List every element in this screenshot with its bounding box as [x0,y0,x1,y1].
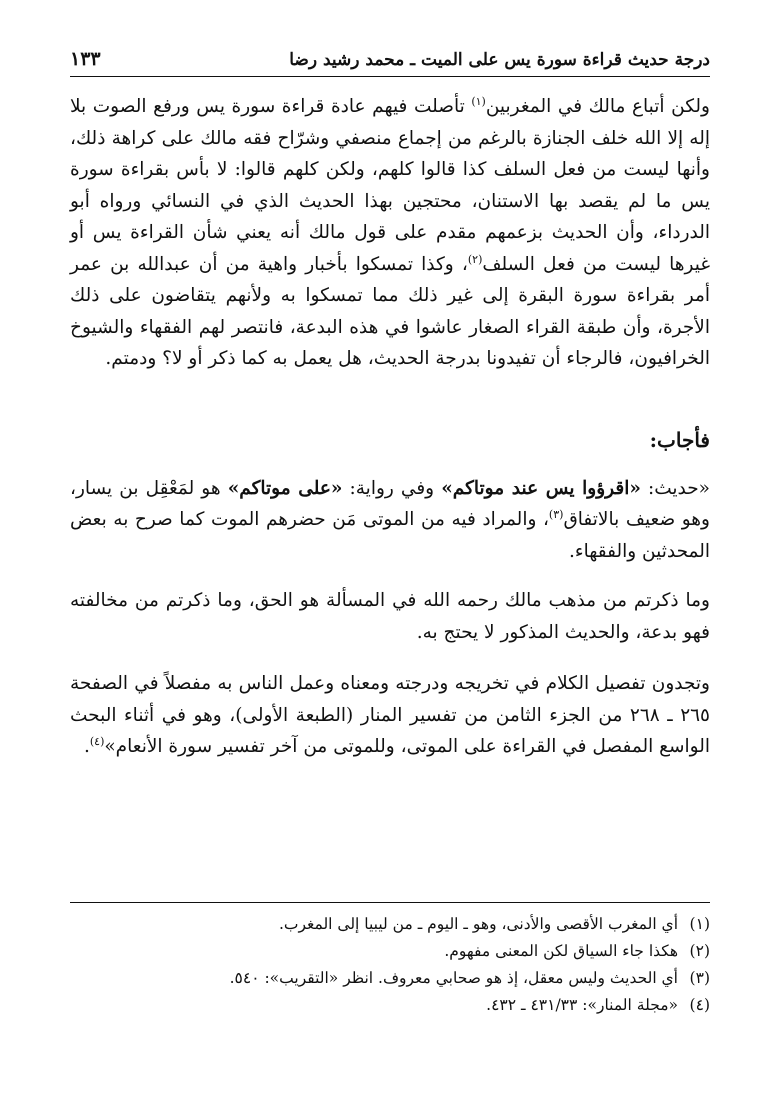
question-text-1: ولكن أتباع مالك في المغربين [485,96,710,117]
answer-p1-text-2: وفي رواية: [342,477,442,499]
answer-p3-text-2: . [83,736,90,757]
footnote-text: «مجلة المنار»: ٤٣١/٣٣ ـ ٤٣٢. [486,996,678,1014]
footnote-text: أي المغرب الأقصى والأدنى، وهو ـ اليوم ـ من ليبيا إلى المغرب. [278,915,678,933]
footnote-ref-1[interactable]: (١) [471,94,486,108]
question-paragraph [70,91,710,375]
footnotes-section [70,902,710,1019]
footnote-text: أي الحديث وليس معقل، إذ هو صحابي معروف. انظر «التقريب»: ٥٤٠. [229,969,678,987]
answer-paragraph-1 [70,473,710,568]
footnote-ref-2[interactable]: (٢) [467,252,483,266]
hadith-quote-1: «اقرؤوا يس عند موتاكم» [441,477,641,499]
footnote-item [70,992,710,1019]
footnote-ref-4[interactable]: (٤) [89,734,105,748]
book-page [70,40,711,1014]
answer-paragraph-3 [70,668,710,763]
question-text-3: ، وكذا تمسكوا بأخبار واهية من أن عبدالله بن عمر أمر بقراءة سورة البقرة إلى غير ذلك مما تمسكوا به ولأنهم يتقاضون على ذلك الأجرة، وأن طبقة القراء الصغار عاشوا في هذه البدعة، فانتصر لهم الفقهاء والشيوخ الخرافيون، فالرجاء أن تفيدونا بدرجة الحديث، هل يعمل به كما ذكر أو لا؟ ودمتم. [70,253,710,369]
answer-heading: فأجاب: [649,427,710,452]
answer-p1-text-3: هو لمَعْقِل بن يسار، وهو ضعيف بالاتفاق [70,477,710,530]
footnote-item [70,911,710,938]
hadith-quote-2: «على موتاكم» [227,477,343,499]
footnote-marker: (٢) [689,942,710,960]
running-header [70,40,710,77]
page-number: ١٣٣ [70,48,101,70]
answer-p1-text-1: «حديث: [640,477,711,499]
question-text-2: تأصلت فيهم عادة قراءة سورة يس ورفع الصوت بلا إله إلا الله خلف الجنازة بالرغم من إجماع منصفي وشرّاح فقه مالك على كراهة ذلك، وأنها ليست من فعل السلف كذا قالوا كلهم، ولكن كلهم قالوا: لا بأس بقراءة سورة يس ما لم يقصد بها الاستنان، محتجين بهذا الحديث الذي في النسائي ورواه أبو الدرداء، وأن الحديث بزعمهم مقدم على قول مالك أنه يعني شأن القراءة يس أو غيرها ليست من فعل السلف [70,96,710,275]
footnote-marker: (١) [689,915,710,933]
footnote-marker: (٤) [689,996,710,1014]
running-title: درجة حديث قراءة سورة يس على الميت ـ محمد رشيد رضا [289,50,710,70]
footnote-item [70,938,710,965]
answer-p1-text-4: ، والمراد فيه من الموتى مَن حضرهم الموت كما صرح به بعض المحدثين والفقهاء. [70,509,710,562]
footnote-ref-3[interactable]: (٣) [548,507,564,521]
footnote-item [70,965,710,992]
footnote-text: هكذا جاء السياق لكن المعنى مفهوم. [444,942,678,960]
answer-paragraph-2: وما ذكرتم من مذهب مالك رحمه الله في المسألة هو الحق، وما ذكرتم من مخالفته فهو بدعة، والحديث المذكور لا يحتج به. [70,590,710,643]
footnote-marker: (٣) [689,969,710,987]
answer-p3-text-1: وتجدون تفصيل الكلام في تخريجه ودرجته ومعناه وعمل الناس به مفصلاً في الصفحة ٢٦٥ ـ ٢٦٨ من الجزء الثامن من تفسير المنار (الطبعة الأولى)، وهو في أثناء البحث الواسع المفصل في القراءة على الموتى، وللموتى من آخر تفسير سورة الأنعام» [70,673,710,757]
